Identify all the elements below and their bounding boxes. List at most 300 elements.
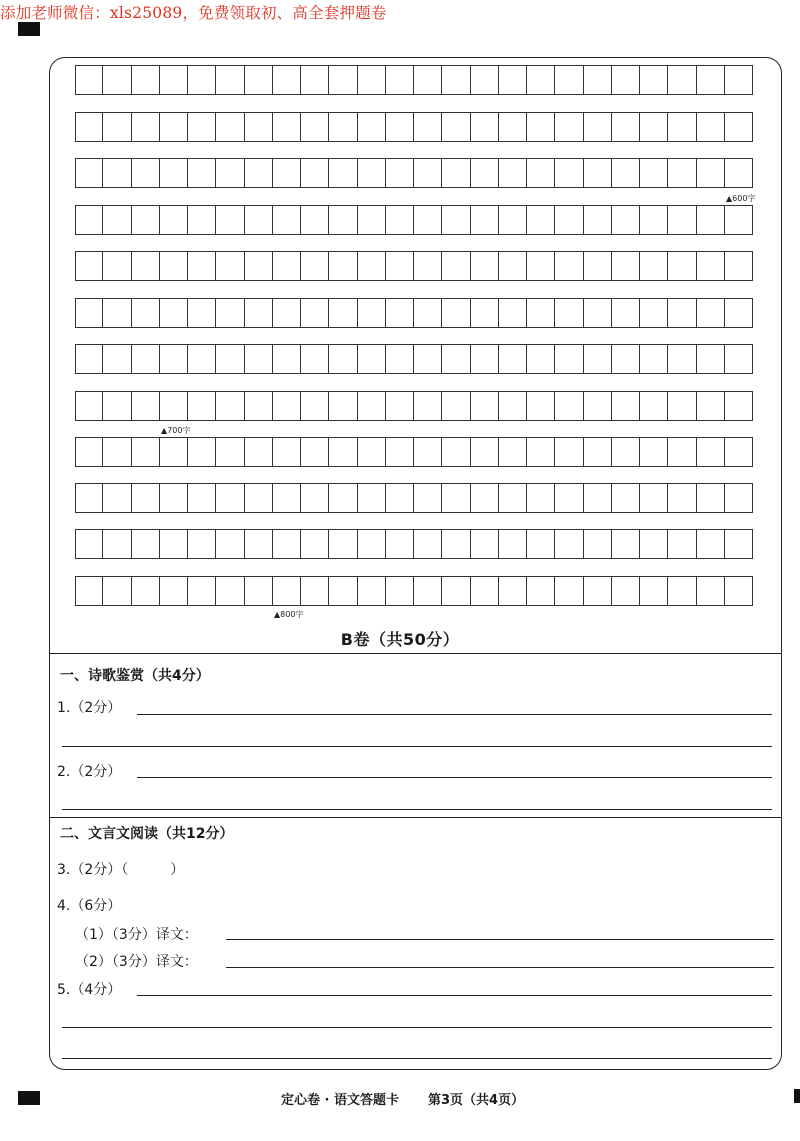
grid-cell[interactable] (358, 437, 386, 467)
grid-cell[interactable] (329, 344, 357, 374)
grid-cell[interactable] (245, 251, 273, 281)
grid-cell[interactable] (301, 112, 329, 142)
grid-cell[interactable] (499, 251, 527, 281)
grid-cell[interactable] (414, 298, 442, 328)
grid-cell[interactable] (414, 112, 442, 142)
grid-cell[interactable] (386, 576, 414, 606)
grid-cell[interactable] (471, 65, 499, 95)
grid-cell[interactable] (160, 158, 188, 188)
grid-cell[interactable] (612, 112, 640, 142)
alignment-mark-bottom-left (18, 1091, 40, 1105)
grid-cell[interactable] (132, 344, 160, 374)
grid-cell[interactable] (612, 158, 640, 188)
grid-cell[interactable] (103, 251, 131, 281)
grid-cell[interactable] (216, 391, 244, 421)
grid-cell[interactable] (132, 298, 160, 328)
grid-cell[interactable] (471, 391, 499, 421)
grid-cell[interactable] (358, 158, 386, 188)
grid-cell[interactable] (612, 251, 640, 281)
grid-cell[interactable] (188, 529, 216, 559)
grid-cell[interactable] (471, 529, 499, 559)
grid-cell[interactable] (245, 391, 273, 421)
grid-cell[interactable] (160, 205, 188, 235)
grid-cell[interactable] (584, 529, 612, 559)
grid-cell[interactable] (527, 344, 555, 374)
answer-line[interactable] (62, 809, 772, 810)
grid-cell[interactable] (386, 205, 414, 235)
grid-cell[interactable] (273, 437, 301, 467)
grid-cell[interactable] (527, 529, 555, 559)
grid-cell[interactable] (188, 298, 216, 328)
grid-cell[interactable] (612, 483, 640, 513)
grid-cell[interactable] (386, 298, 414, 328)
grid-cell[interactable] (442, 576, 470, 606)
grid-cell[interactable] (132, 205, 160, 235)
grid-cell[interactable] (725, 344, 753, 374)
grid-cell[interactable] (160, 437, 188, 467)
grid-cell[interactable] (386, 251, 414, 281)
grid-cell[interactable] (216, 344, 244, 374)
grid-cell[interactable] (584, 158, 612, 188)
grid-cell[interactable] (245, 576, 273, 606)
grid-cell[interactable] (612, 576, 640, 606)
grid-cell[interactable] (527, 391, 555, 421)
grid-cell[interactable] (188, 576, 216, 606)
grid-cell[interactable] (75, 65, 103, 95)
grid-cell[interactable] (668, 65, 696, 95)
grid-cell[interactable] (301, 576, 329, 606)
grid-cell[interactable] (471, 483, 499, 513)
grid-cell[interactable] (245, 112, 273, 142)
grid-cell[interactable] (697, 112, 725, 142)
grid-cell[interactable] (358, 112, 386, 142)
grid-cell[interactable] (103, 344, 131, 374)
grid-cell[interactable] (273, 529, 301, 559)
grid-cell[interactable] (329, 205, 357, 235)
grid-cell[interactable] (612, 437, 640, 467)
grid-cell[interactable] (471, 112, 499, 142)
grid-cell[interactable] (499, 576, 527, 606)
grid-cell[interactable] (640, 251, 668, 281)
grid-cell[interactable] (301, 391, 329, 421)
grid-cell[interactable] (273, 483, 301, 513)
grid-cell[interactable] (132, 391, 160, 421)
grid-cell[interactable] (668, 112, 696, 142)
grid-cell[interactable] (160, 65, 188, 95)
grid-cell[interactable] (697, 205, 725, 235)
grid-cell[interactable] (245, 483, 273, 513)
grid-cell[interactable] (697, 529, 725, 559)
grid-cell[interactable] (442, 437, 470, 467)
grid-cell[interactable] (245, 65, 273, 95)
grid-cell[interactable] (640, 112, 668, 142)
answer-line[interactable] (226, 967, 774, 968)
grid-cell[interactable] (414, 437, 442, 467)
grid-cell[interactable] (725, 251, 753, 281)
grid-cell[interactable] (697, 391, 725, 421)
grid-cell[interactable] (329, 529, 357, 559)
grid-cell[interactable] (216, 205, 244, 235)
grid-cell[interactable] (132, 251, 160, 281)
grid-cell[interactable] (188, 391, 216, 421)
grid-cell[interactable] (725, 529, 753, 559)
grid-cell[interactable] (301, 344, 329, 374)
grid-cell[interactable] (132, 112, 160, 142)
grid-cell[interactable] (75, 344, 103, 374)
grid-cell[interactable] (160, 112, 188, 142)
grid-cell[interactable] (584, 483, 612, 513)
grid-cell[interactable] (697, 437, 725, 467)
grid-cell[interactable] (527, 112, 555, 142)
grid-cell[interactable] (329, 158, 357, 188)
grid-cell[interactable] (499, 391, 527, 421)
grid-cell[interactable] (555, 298, 583, 328)
grid-cell[interactable] (612, 298, 640, 328)
grid-cell[interactable] (471, 251, 499, 281)
grid-cell[interactable] (725, 391, 753, 421)
grid-cell[interactable] (329, 112, 357, 142)
grid-cell[interactable] (697, 158, 725, 188)
grid-cell[interactable] (245, 437, 273, 467)
grid-cell[interactable] (75, 576, 103, 606)
grid-cell[interactable] (442, 158, 470, 188)
grid-cell[interactable] (640, 529, 668, 559)
grid-cell[interactable] (103, 576, 131, 606)
grid-cell[interactable] (527, 205, 555, 235)
grid-cell[interactable] (245, 529, 273, 559)
grid-cell[interactable] (612, 391, 640, 421)
grid-cell[interactable] (640, 65, 668, 95)
grid-cell[interactable] (216, 483, 244, 513)
grid-cell[interactable] (103, 205, 131, 235)
answer-line[interactable] (226, 939, 774, 940)
grid-cell[interactable] (216, 298, 244, 328)
grid-cell[interactable] (584, 437, 612, 467)
grid-cell[interactable] (386, 344, 414, 374)
grid-cell[interactable] (329, 65, 357, 95)
grid-cell[interactable] (527, 576, 555, 606)
grid-cell[interactable] (216, 529, 244, 559)
grid-cell[interactable] (668, 529, 696, 559)
grid-cell[interactable] (640, 437, 668, 467)
grid-cell[interactable] (584, 391, 612, 421)
grid-cell[interactable] (386, 529, 414, 559)
grid-cell[interactable] (471, 205, 499, 235)
grid-cell[interactable] (103, 483, 131, 513)
grid-cell[interactable] (358, 529, 386, 559)
grid-cell[interactable] (471, 344, 499, 374)
grid-cell[interactable] (216, 65, 244, 95)
grid-cell[interactable] (103, 298, 131, 328)
grid-cell[interactable] (471, 158, 499, 188)
grid-cell[interactable] (697, 483, 725, 513)
grid-cell[interactable] (160, 251, 188, 281)
grid-cell[interactable] (697, 344, 725, 374)
grid-cell[interactable] (414, 391, 442, 421)
grid-cell[interactable] (584, 344, 612, 374)
grid-cell[interactable] (555, 65, 583, 95)
grid-cell[interactable] (612, 529, 640, 559)
grid-cell[interactable] (414, 344, 442, 374)
grid-cell[interactable] (75, 437, 103, 467)
grid-cell[interactable] (668, 483, 696, 513)
grid-cell[interactable] (358, 298, 386, 328)
grid-cell[interactable] (414, 483, 442, 513)
grid-cell[interactable] (640, 576, 668, 606)
grid-cell[interactable] (160, 529, 188, 559)
grid-cell[interactable] (499, 344, 527, 374)
grid-cell[interactable] (555, 251, 583, 281)
grid-cell[interactable] (386, 437, 414, 467)
grid-cell[interactable] (386, 158, 414, 188)
grid-cell[interactable] (301, 437, 329, 467)
grid-cell[interactable] (471, 437, 499, 467)
grid-cell[interactable] (668, 344, 696, 374)
grid-cell[interactable] (499, 298, 527, 328)
grid-cell[interactable] (301, 529, 329, 559)
grid-cell[interactable] (160, 391, 188, 421)
grid-cell[interactable] (75, 205, 103, 235)
grid-cell[interactable] (612, 65, 640, 95)
grid-cell[interactable] (160, 344, 188, 374)
grid-cell[interactable] (527, 158, 555, 188)
grid-cell[interactable] (668, 391, 696, 421)
grid-cell[interactable] (273, 65, 301, 95)
grid-cell[interactable] (640, 158, 668, 188)
grid-cell[interactable] (555, 205, 583, 235)
grid-cell[interactable] (216, 251, 244, 281)
grid-cell[interactable] (329, 391, 357, 421)
grid-cell[interactable] (725, 112, 753, 142)
grid-cell[interactable] (725, 483, 753, 513)
grid-cell[interactable] (160, 298, 188, 328)
grid-cell[interactable] (329, 576, 357, 606)
grid-cell[interactable] (358, 251, 386, 281)
grid-cell[interactable] (132, 529, 160, 559)
grid-cell[interactable] (273, 298, 301, 328)
grid-cell[interactable] (301, 298, 329, 328)
grid-cell[interactable] (75, 251, 103, 281)
grid-cell[interactable] (640, 298, 668, 328)
answer-line[interactable] (137, 714, 772, 715)
grid-cell[interactable] (188, 65, 216, 95)
grid-cell[interactable] (499, 205, 527, 235)
grid-cell[interactable] (442, 251, 470, 281)
answer-line[interactable] (62, 746, 772, 747)
grid-cell[interactable] (216, 112, 244, 142)
grid-cell[interactable] (103, 529, 131, 559)
grid-cell[interactable] (188, 158, 216, 188)
grid-cell[interactable] (555, 529, 583, 559)
grid-cell[interactable] (442, 112, 470, 142)
answer-line[interactable] (62, 1027, 772, 1028)
answer-line[interactable] (137, 777, 772, 778)
grid-cell[interactable] (442, 391, 470, 421)
grid-cell[interactable] (301, 65, 329, 95)
grid-cell[interactable] (725, 65, 753, 95)
grid-cell[interactable] (273, 205, 301, 235)
grid-cell[interactable] (75, 529, 103, 559)
grid-cell[interactable] (442, 529, 470, 559)
grid-cell[interactable] (329, 483, 357, 513)
grid-cell[interactable] (584, 65, 612, 95)
grid-cell[interactable] (527, 65, 555, 95)
grid-cell[interactable] (555, 483, 583, 513)
grid-cell[interactable] (499, 65, 527, 95)
grid-cell[interactable] (527, 437, 555, 467)
grid-cell[interactable] (216, 437, 244, 467)
grid-cell[interactable] (75, 298, 103, 328)
grid-cell[interactable] (386, 112, 414, 142)
grid-cell[interactable] (358, 483, 386, 513)
grid-cell[interactable] (132, 576, 160, 606)
grid-cell[interactable] (273, 251, 301, 281)
grid-cell[interactable] (499, 112, 527, 142)
grid-cell[interactable] (245, 158, 273, 188)
grid-cell[interactable] (188, 483, 216, 513)
grid-cell[interactable] (358, 391, 386, 421)
grid-cell[interactable] (612, 344, 640, 374)
grid-cell[interactable] (216, 576, 244, 606)
grid-cell[interactable] (442, 205, 470, 235)
grid-cell[interactable] (132, 437, 160, 467)
grid-cell[interactable] (725, 437, 753, 467)
grid-cell[interactable] (697, 298, 725, 328)
grid-cell[interactable] (471, 298, 499, 328)
grid-cell[interactable] (273, 112, 301, 142)
grid-cell[interactable] (668, 437, 696, 467)
grid-cell[interactable] (160, 576, 188, 606)
grid-cell[interactable] (75, 112, 103, 142)
grid-cell[interactable] (442, 65, 470, 95)
grid-cell[interactable] (358, 344, 386, 374)
grid-cell[interactable] (640, 483, 668, 513)
grid-cell[interactable] (188, 112, 216, 142)
grid-cell[interactable] (668, 251, 696, 281)
grid-cell[interactable] (499, 529, 527, 559)
grid-cell[interactable] (273, 158, 301, 188)
grid-cell[interactable] (103, 437, 131, 467)
grid-cell[interactable] (245, 344, 273, 374)
grid-cell[interactable] (245, 205, 273, 235)
grid-cell[interactable] (160, 483, 188, 513)
grid-cell[interactable] (132, 483, 160, 513)
grid-cell[interactable] (132, 158, 160, 188)
grid-cell[interactable] (386, 65, 414, 95)
grid-cell[interactable] (301, 251, 329, 281)
grid-cell[interactable] (725, 158, 753, 188)
grid-cell[interactable] (584, 205, 612, 235)
grid-cell[interactable] (301, 483, 329, 513)
grid-cell[interactable] (188, 251, 216, 281)
grid-cell[interactable] (499, 437, 527, 467)
grid-cell[interactable] (188, 437, 216, 467)
grid-cell[interactable] (414, 529, 442, 559)
grid-cell[interactable] (527, 298, 555, 328)
grid-cell[interactable] (358, 65, 386, 95)
grid-cell[interactable] (414, 205, 442, 235)
grid-cell[interactable] (216, 158, 244, 188)
grid-cell[interactable] (555, 112, 583, 142)
grid-cell[interactable] (442, 483, 470, 513)
grid-cell[interactable] (527, 483, 555, 513)
grid-cell[interactable] (301, 158, 329, 188)
grid-cell[interactable] (329, 251, 357, 281)
grid-cell[interactable] (668, 298, 696, 328)
grid-cell[interactable] (584, 298, 612, 328)
grid-cell[interactable] (499, 158, 527, 188)
answer-line[interactable] (137, 995, 772, 996)
grid-cell[interactable] (386, 483, 414, 513)
grid-cell[interactable] (103, 65, 131, 95)
grid-cell[interactable] (584, 251, 612, 281)
grid-cell[interactable] (75, 158, 103, 188)
grid-cell[interactable] (442, 298, 470, 328)
grid-cell[interactable] (555, 576, 583, 606)
grid-cell[interactable] (471, 576, 499, 606)
grid-cell[interactable] (697, 251, 725, 281)
grid-cell[interactable] (358, 576, 386, 606)
grid-cell[interactable] (386, 391, 414, 421)
grid-cell[interactable] (668, 158, 696, 188)
grid-cell[interactable] (697, 576, 725, 606)
word-count-marker-600: ▲600字 (726, 194, 756, 203)
grid-cell[interactable] (612, 205, 640, 235)
grid-cell[interactable] (640, 344, 668, 374)
grid-cell[interactable] (668, 576, 696, 606)
grid-cell[interactable] (329, 437, 357, 467)
grid-cell[interactable] (273, 576, 301, 606)
grid-cell[interactable] (640, 391, 668, 421)
grid-cell[interactable] (75, 483, 103, 513)
grid-cell[interactable] (584, 112, 612, 142)
grid-cell[interactable] (103, 391, 131, 421)
grid-cell[interactable] (188, 344, 216, 374)
grid-cell[interactable] (103, 112, 131, 142)
grid-cell[interactable] (725, 205, 753, 235)
grid-cell[interactable] (245, 298, 273, 328)
grid-cell[interactable] (273, 391, 301, 421)
grid-cell[interactable] (329, 298, 357, 328)
grid-cell[interactable] (725, 576, 753, 606)
grid-cell[interactable] (103, 158, 131, 188)
grid-cell[interactable] (725, 298, 753, 328)
grid-row (75, 483, 753, 513)
grid-cell[interactable] (132, 65, 160, 95)
grid-cell[interactable] (414, 158, 442, 188)
grid-cell[interactable] (414, 576, 442, 606)
grid-cell[interactable] (555, 391, 583, 421)
grid-cell[interactable] (442, 344, 470, 374)
grid-cell[interactable] (555, 158, 583, 188)
grid-cell[interactable] (301, 205, 329, 235)
grid-cell[interactable] (358, 205, 386, 235)
grid-cell[interactable] (75, 391, 103, 421)
grid-cell[interactable] (668, 205, 696, 235)
grid-cell[interactable] (584, 576, 612, 606)
grid-cell[interactable] (414, 65, 442, 95)
grid-cell[interactable] (555, 437, 583, 467)
grid-cell[interactable] (188, 205, 216, 235)
grid-cell[interactable] (527, 251, 555, 281)
grid-cell[interactable] (273, 344, 301, 374)
grid-cell[interactable] (640, 205, 668, 235)
grid-cell[interactable] (499, 483, 527, 513)
grid-cell[interactable] (555, 344, 583, 374)
grid-cell[interactable] (697, 65, 725, 95)
answer-line[interactable] (62, 1058, 772, 1059)
grid-cell[interactable] (414, 251, 442, 281)
